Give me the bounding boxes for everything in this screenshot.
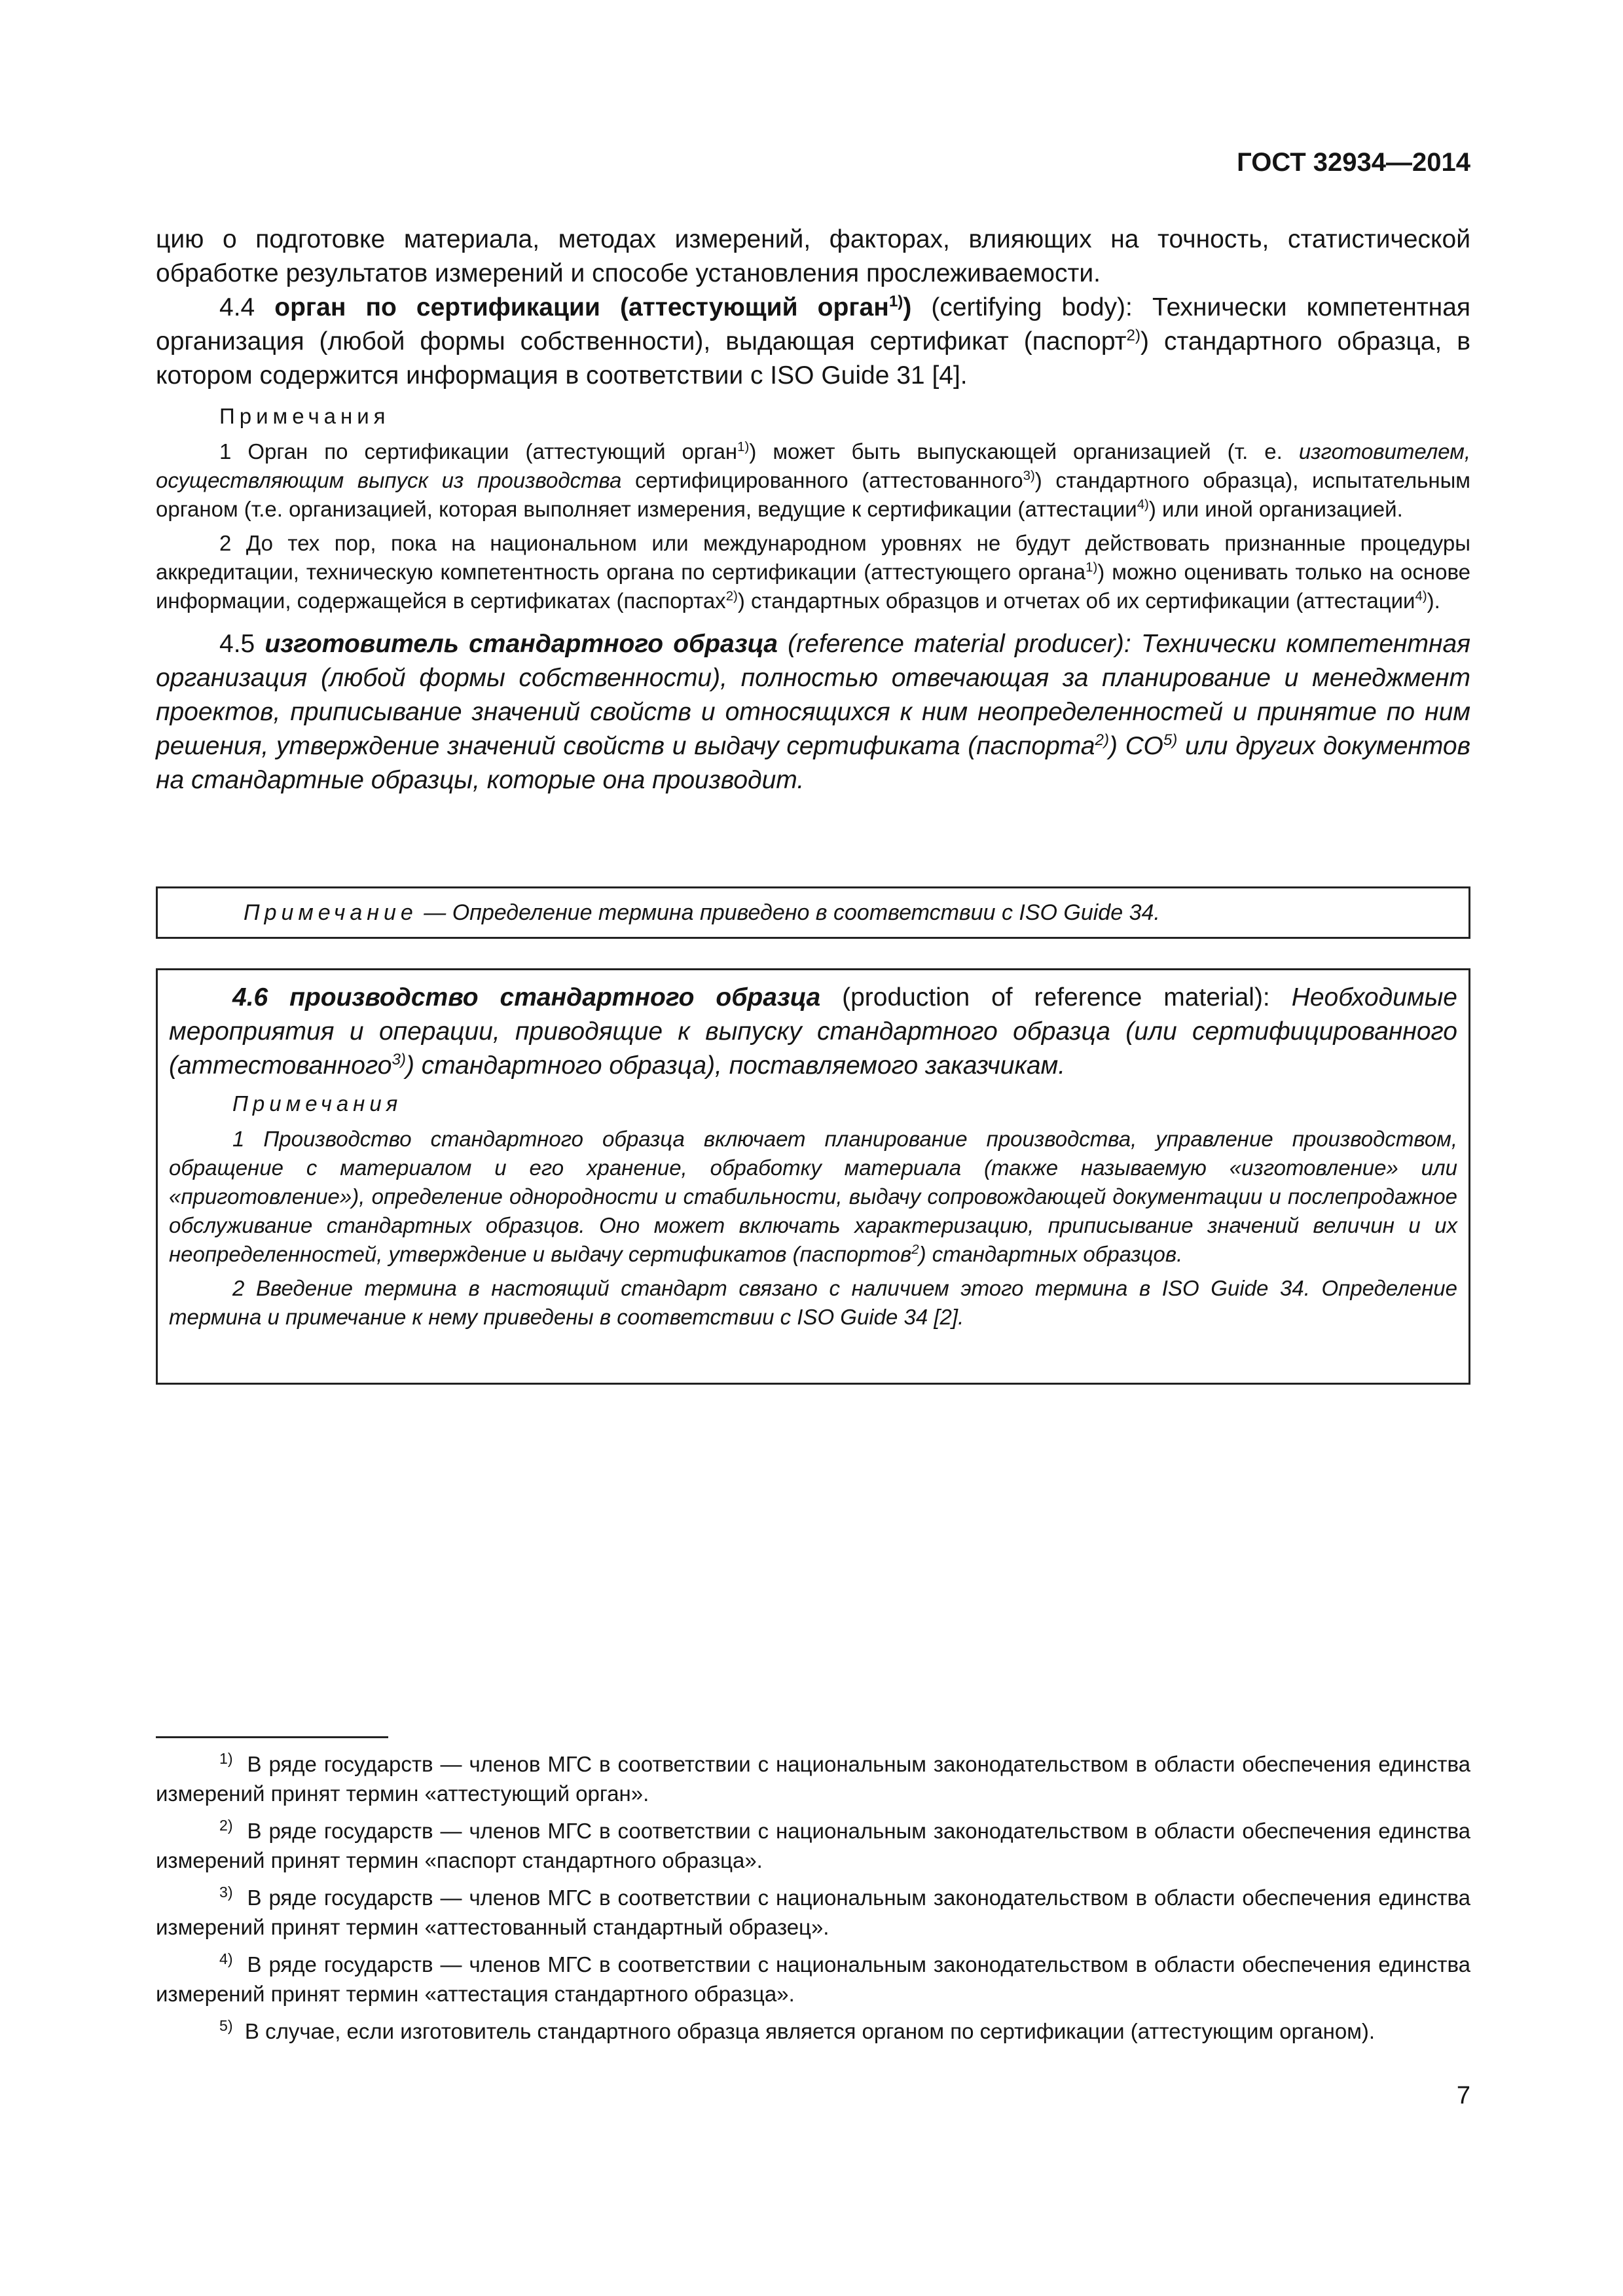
footnote-4: $^{4)}$ В ряде государств — членов МГС в соответствии с национальным законодательством в области обеспечения единства измерений принят термин «аттестация стандартного образца». — [156, 1950, 1470, 2006]
note-box-4-5: Примечание — Определение термина приведено в соответствии с ISO Guide 34. — [156, 886, 1470, 939]
main-text — [156, 223, 1470, 797]
term-4-5: изготовитель стандартного образца — [264, 630, 778, 658]
notes-heading-4-6: Примечания — [232, 1091, 403, 1116]
page-number: 7 — [1456, 2082, 1470, 2109]
note-2-4-4: 2 До тех пор, пока на национальном или международном уровнях не будут действовать признанные процедуры аккредитации, техническую компетентность органа по сертификации (аттестующего органа$^{1)}$) можно оценивать только на основе информации, содержащейся в сертификатах (паспортах$^{2)}$) стандартных образцов и отчетах об их сертификации (аттестации$^{4)}$). — [156, 531, 1470, 613]
intro-paragraph: цию о подготовке материала, методах измерений, факторах, влияющих на точность, статистической обработке результатов измерений и способе установления прослеживаемости. — [156, 225, 1470, 287]
note-2-4-6: 2 Введение термина в настоящий стандарт связано с наличием этого термина в ISO Guide 34. Определение термина и примечание к нему приведены в соответствии с ISO Guide 34 [2]. — [169, 1276, 1457, 1329]
document-code-header: ГОСТ 32934—2014 — [1237, 148, 1470, 177]
footnote-3: $^{3)}$ В ряде государств — членов МГС в соответствии с национальным законодательством в области обеспечения единства измерений принят термин «аттестованный стандартный образец». — [156, 1884, 1470, 1939]
note-1-4-6: 1 Производство стандартного образца включает планирование производства, управление производством, обращение с материалом и его хранение, обработку материала (также называемую «изготовление» или «приготовление»), определение однородности и стабильности, выдачу сопровождающей документации и послепродажное обслуживание стандартных образцов. Оно может включать характеризацию, приписывание значений величин и их неопределенностей, утверждение и выдачу сертификатов (паспортов$^2$) стандартных образцов. — [169, 1127, 1457, 1266]
notes-heading-4-4: Примечания — [219, 404, 390, 428]
framed-section-4-6 — [156, 968, 1470, 1385]
note-label: Примечание — [244, 900, 418, 925]
term-4-6: 4.6 производство стандартного образца — [232, 983, 821, 1011]
section-4-5: 4.5 изготовитель стандартного образца (reference material producer): Технически компетентная организация (любой формы собственности), полностью отвечающая за планирование и менеджмент проектов, приписывание значений свойств и относящихся к ним неопределенностей и принятие по ним решения, утверждение значений свойств и выдачу сертификата (паспорта$^{2)}$) СО$^{5)}$ или других документов на стандартные образцы, которые она производит. — [156, 630, 1470, 794]
footnote-separator — [156, 1736, 388, 1738]
section-4-4: 4.4 орган по сертификации (аттестующий орган$^{1)}$) (certifying body): Технически компетентная организация (любой формы собственности), выдающая сертификат (паспорт$^{2)}$) стандартного образца, в котором содержится информация в соответствии с ISO Guide 31 [4]. — [156, 293, 1471, 390]
footnotes — [156, 1749, 1470, 2054]
footnote-1: $^{1)}$ В ряде государств — членов МГС в соответствии с национальным законодательством в области обеспечения единства измерений принят термин «аттестующий орган». — [156, 1750, 1470, 1806]
note-1-4-4: 1 Орган по сертификации (аттестующий орган$^{1)}$) может быть выпускающей организацией (т. е. изготовителем, осуществляющим выпуск из производства сертифицированного (аттестованного$^{3)}$) стандартного образца), испытательным органом (т.е. организацией, которая выполняет измерения, ведущие к сертификации (аттестации$^{4)}$) или иной организацией. — [156, 439, 1471, 521]
footnote-2: $^{2)}$ В ряде государств — членов МГС в соответствии с национальным законодательством в области обеспечения единства измерений принят термин «паспорт стандартного образца». — [156, 1817, 1470, 1872]
footnote-5: $^{5)}$ В случае, если изготовитель стандартного образца является органом по сертификации (аттестующим органом). — [219, 2017, 1376, 2043]
term-4-4: орган по сертификации (аттестующий орган$^{1)}$) — [274, 293, 912, 321]
section-4-6: 4.6 производство стандартного образца (production of reference material): Необходимые мероприятия и операции, приводящие к выпуску стандартного образца (или сертифицированного (аттестованного$^{3)}$) стандартного образца), поставляемого заказчикам. — [169, 983, 1457, 1080]
